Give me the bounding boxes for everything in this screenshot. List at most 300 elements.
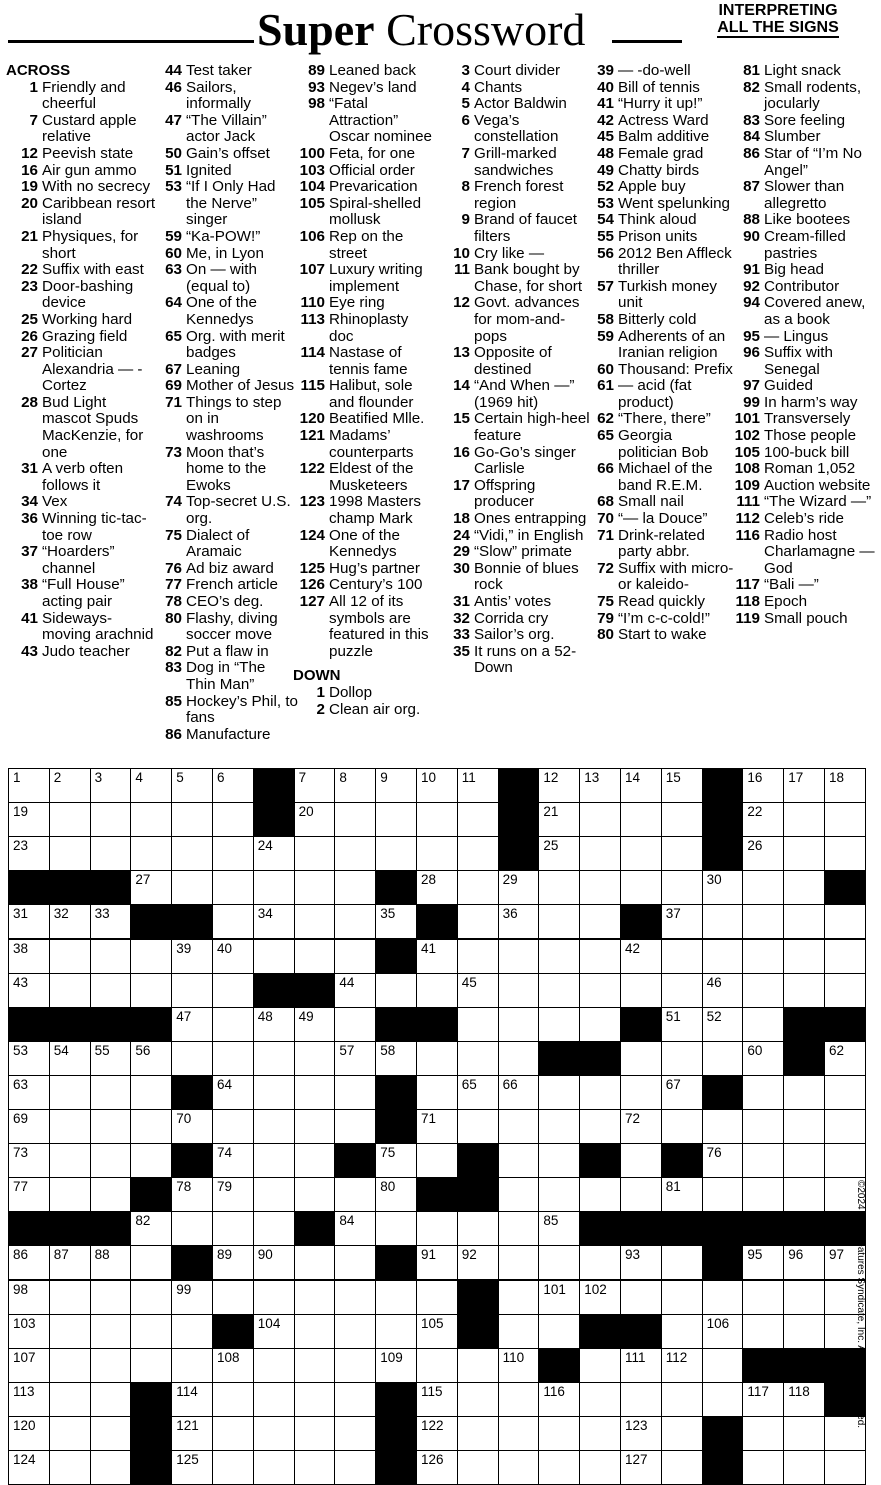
grid-cell[interactable] bbox=[824, 802, 866, 837]
grid-cell[interactable] bbox=[294, 1348, 336, 1383]
grid-cell[interactable] bbox=[334, 1280, 376, 1315]
grid-cell[interactable] bbox=[824, 1041, 866, 1076]
grid-cell[interactable] bbox=[824, 939, 866, 974]
grid-cell[interactable] bbox=[783, 1109, 825, 1144]
grid-cell[interactable] bbox=[661, 768, 703, 803]
grid-cell[interactable] bbox=[579, 1450, 621, 1485]
grid-cell[interactable] bbox=[579, 1007, 621, 1042]
grid-cell[interactable] bbox=[90, 836, 132, 871]
grid-cell[interactable] bbox=[49, 939, 91, 974]
grid-cell[interactable] bbox=[171, 768, 213, 803]
grid-cell[interactable] bbox=[457, 768, 499, 803]
grid-cell[interactable] bbox=[253, 1143, 295, 1178]
grid-cell[interactable] bbox=[457, 870, 499, 905]
grid-cell[interactable] bbox=[457, 1348, 499, 1383]
grid-cell[interactable] bbox=[661, 1314, 703, 1349]
grid-cell[interactable] bbox=[783, 1416, 825, 1451]
grid-cell[interactable] bbox=[49, 1382, 91, 1417]
grid-cell[interactable] bbox=[90, 1348, 132, 1383]
grid-cell[interactable] bbox=[457, 939, 499, 974]
grid-cell[interactable] bbox=[579, 1348, 621, 1383]
grid-cell[interactable] bbox=[579, 1280, 621, 1315]
grid-cell[interactable] bbox=[416, 939, 458, 974]
grid-cell[interactable] bbox=[783, 802, 825, 837]
grid-cell[interactable] bbox=[742, 1007, 784, 1042]
grid-cell[interactable] bbox=[538, 1416, 580, 1451]
grid-cell[interactable] bbox=[294, 1416, 336, 1451]
grid-cell[interactable] bbox=[661, 1450, 703, 1485]
grid-cell[interactable] bbox=[294, 1280, 336, 1315]
grid-cell[interactable] bbox=[375, 1280, 417, 1315]
grid-cell[interactable] bbox=[742, 1177, 784, 1212]
grid-cell[interactable] bbox=[171, 1109, 213, 1144]
grid-cell[interactable] bbox=[253, 1348, 295, 1383]
grid-cell[interactable] bbox=[49, 1416, 91, 1451]
grid-cell[interactable] bbox=[294, 1450, 336, 1485]
grid-cell[interactable] bbox=[212, 1143, 254, 1178]
grid-cell[interactable] bbox=[49, 1314, 91, 1349]
grid-cell[interactable] bbox=[538, 768, 580, 803]
grid-cell[interactable] bbox=[702, 1314, 744, 1349]
grid-cell[interactable] bbox=[294, 1075, 336, 1110]
grid-cell[interactable] bbox=[742, 973, 784, 1008]
grid-cell[interactable] bbox=[49, 1245, 91, 1280]
grid-cell[interactable] bbox=[171, 1211, 213, 1246]
grid-cell[interactable] bbox=[579, 1416, 621, 1451]
grid-cell[interactable] bbox=[334, 1177, 376, 1212]
grid-cell[interactable] bbox=[334, 904, 376, 939]
grid-cell[interactable] bbox=[334, 1416, 376, 1451]
grid-cell[interactable] bbox=[8, 1348, 50, 1383]
grid-cell[interactable] bbox=[8, 1314, 50, 1349]
grid-cell[interactable] bbox=[253, 1041, 295, 1076]
grid-cell[interactable] bbox=[375, 973, 417, 1008]
grid-cell[interactable] bbox=[8, 1450, 50, 1485]
grid-cell[interactable] bbox=[253, 1245, 295, 1280]
grid-cell[interactable] bbox=[620, 1280, 662, 1315]
grid-cell[interactable] bbox=[620, 1041, 662, 1076]
grid-cell[interactable] bbox=[294, 904, 336, 939]
grid-cell[interactable] bbox=[90, 1245, 132, 1280]
grid-cell[interactable] bbox=[783, 1450, 825, 1485]
grid-cell[interactable] bbox=[334, 836, 376, 871]
grid-cell[interactable] bbox=[130, 836, 172, 871]
grid-cell[interactable] bbox=[742, 870, 784, 905]
grid-cell[interactable] bbox=[416, 1314, 458, 1349]
grid-cell[interactable] bbox=[8, 973, 50, 1008]
grid-cell[interactable] bbox=[661, 1177, 703, 1212]
grid-cell[interactable] bbox=[702, 1280, 744, 1315]
grid-cell[interactable] bbox=[824, 836, 866, 871]
grid-cell[interactable] bbox=[783, 904, 825, 939]
grid-cell[interactable] bbox=[375, 1211, 417, 1246]
grid-cell[interactable] bbox=[90, 768, 132, 803]
grid-cell[interactable] bbox=[457, 1007, 499, 1042]
grid-cell[interactable] bbox=[212, 1416, 254, 1451]
grid-cell[interactable] bbox=[334, 1007, 376, 1042]
grid-cell[interactable] bbox=[90, 1177, 132, 1212]
grid-cell[interactable] bbox=[620, 1245, 662, 1280]
grid-cell[interactable] bbox=[579, 973, 621, 1008]
grid-cell[interactable] bbox=[783, 1280, 825, 1315]
grid-cell[interactable] bbox=[375, 1041, 417, 1076]
grid-cell[interactable] bbox=[579, 1245, 621, 1280]
grid-cell[interactable] bbox=[702, 973, 744, 1008]
grid-cell[interactable] bbox=[742, 1382, 784, 1417]
grid-cell[interactable] bbox=[90, 1143, 132, 1178]
grid-cell[interactable] bbox=[334, 1041, 376, 1076]
grid-cell[interactable] bbox=[620, 939, 662, 974]
grid-cell[interactable] bbox=[294, 1245, 336, 1280]
grid-cell[interactable] bbox=[538, 1382, 580, 1417]
grid-cell[interactable] bbox=[294, 1007, 336, 1042]
grid-cell[interactable] bbox=[824, 1143, 866, 1178]
grid-cell[interactable] bbox=[90, 1416, 132, 1451]
grid-cell[interactable] bbox=[416, 1211, 458, 1246]
grid-cell[interactable] bbox=[375, 904, 417, 939]
grid-cell[interactable] bbox=[416, 1245, 458, 1280]
grid-cell[interactable] bbox=[416, 870, 458, 905]
grid-cell[interactable] bbox=[212, 802, 254, 837]
grid-cell[interactable] bbox=[538, 1245, 580, 1280]
grid-cell[interactable] bbox=[498, 870, 540, 905]
grid-cell[interactable] bbox=[212, 1382, 254, 1417]
grid-cell[interactable] bbox=[212, 1245, 254, 1280]
grid-cell[interactable] bbox=[742, 802, 784, 837]
grid-cell[interactable] bbox=[130, 1314, 172, 1349]
grid-cell[interactable] bbox=[783, 1075, 825, 1110]
grid-cell[interactable] bbox=[8, 1245, 50, 1280]
grid-cell[interactable] bbox=[742, 1280, 784, 1315]
grid-cell[interactable] bbox=[783, 1382, 825, 1417]
grid-cell[interactable] bbox=[212, 904, 254, 939]
grid-cell[interactable] bbox=[212, 973, 254, 1008]
grid-cell[interactable] bbox=[334, 1109, 376, 1144]
grid-cell[interactable] bbox=[824, 904, 866, 939]
grid-cell[interactable] bbox=[416, 1382, 458, 1417]
grid-cell[interactable] bbox=[130, 1109, 172, 1144]
grid-cell[interactable] bbox=[130, 768, 172, 803]
grid-cell[interactable] bbox=[375, 1314, 417, 1349]
grid-cell[interactable] bbox=[8, 1382, 50, 1417]
grid-cell[interactable] bbox=[416, 1416, 458, 1451]
grid-cell[interactable] bbox=[334, 973, 376, 1008]
grid-cell[interactable] bbox=[8, 1143, 50, 1178]
grid-cell[interactable] bbox=[253, 1450, 295, 1485]
grid-cell[interactable] bbox=[334, 1382, 376, 1417]
grid-cell[interactable] bbox=[457, 904, 499, 939]
grid-cell[interactable] bbox=[783, 1143, 825, 1178]
grid-cell[interactable] bbox=[538, 1075, 580, 1110]
grid-cell[interactable] bbox=[375, 1177, 417, 1212]
grid-cell[interactable] bbox=[416, 1280, 458, 1315]
grid-cell[interactable] bbox=[171, 1450, 213, 1485]
grid-cell[interactable] bbox=[498, 1075, 540, 1110]
grid-cell[interactable] bbox=[498, 1382, 540, 1417]
grid-cell[interactable] bbox=[702, 904, 744, 939]
grid-cell[interactable] bbox=[375, 1143, 417, 1178]
grid-cell[interactable] bbox=[457, 802, 499, 837]
grid-cell[interactable] bbox=[416, 1348, 458, 1383]
grid-cell[interactable] bbox=[171, 1314, 213, 1349]
grid-cell[interactable] bbox=[498, 1143, 540, 1178]
grid-cell[interactable] bbox=[538, 973, 580, 1008]
grid-cell[interactable] bbox=[620, 870, 662, 905]
grid-cell[interactable] bbox=[661, 1041, 703, 1076]
grid-cell[interactable] bbox=[783, 1177, 825, 1212]
grid-cell[interactable] bbox=[253, 1177, 295, 1212]
grid-cell[interactable] bbox=[253, 1211, 295, 1246]
grid-cell[interactable] bbox=[702, 939, 744, 974]
grid-cell[interactable] bbox=[171, 939, 213, 974]
grid-cell[interactable] bbox=[212, 1280, 254, 1315]
grid-cell[interactable] bbox=[8, 836, 50, 871]
grid-cell[interactable] bbox=[8, 1177, 50, 1212]
grid-cell[interactable] bbox=[49, 1109, 91, 1144]
grid-cell[interactable] bbox=[49, 836, 91, 871]
grid-cell[interactable] bbox=[620, 1143, 662, 1178]
grid-cell[interactable] bbox=[8, 1075, 50, 1110]
grid-cell[interactable] bbox=[661, 1416, 703, 1451]
grid-cell[interactable] bbox=[742, 1075, 784, 1110]
grid-cell[interactable] bbox=[90, 939, 132, 974]
grid-cell[interactable] bbox=[90, 1075, 132, 1110]
grid-cell[interactable] bbox=[171, 1177, 213, 1212]
grid-cell[interactable] bbox=[457, 1382, 499, 1417]
grid-cell[interactable] bbox=[416, 768, 458, 803]
grid-cell[interactable] bbox=[130, 939, 172, 974]
grid-cell[interactable] bbox=[457, 1450, 499, 1485]
grid-cell[interactable] bbox=[416, 1075, 458, 1110]
grid-cell[interactable] bbox=[457, 1211, 499, 1246]
grid-cell[interactable] bbox=[498, 1348, 540, 1383]
grid-cell[interactable] bbox=[253, 870, 295, 905]
grid-cell[interactable] bbox=[375, 1348, 417, 1383]
grid-cell[interactable] bbox=[130, 1041, 172, 1076]
grid-cell[interactable] bbox=[90, 1041, 132, 1076]
grid-cell[interactable] bbox=[171, 802, 213, 837]
grid-cell[interactable] bbox=[253, 1416, 295, 1451]
grid-cell[interactable] bbox=[742, 1041, 784, 1076]
grid-cell[interactable] bbox=[457, 1109, 499, 1144]
grid-cell[interactable] bbox=[416, 1109, 458, 1144]
grid-cell[interactable] bbox=[130, 1348, 172, 1383]
grid-cell[interactable] bbox=[702, 1177, 744, 1212]
grid-cell[interactable] bbox=[498, 904, 540, 939]
grid-cell[interactable] bbox=[538, 802, 580, 837]
grid-cell[interactable] bbox=[375, 768, 417, 803]
grid-cell[interactable] bbox=[783, 1245, 825, 1280]
grid-cell[interactable] bbox=[579, 904, 621, 939]
grid-cell[interactable] bbox=[742, 904, 784, 939]
grid-cell[interactable] bbox=[334, 802, 376, 837]
grid-cell[interactable] bbox=[130, 1143, 172, 1178]
grid-cell[interactable] bbox=[579, 802, 621, 837]
grid-cell[interactable] bbox=[620, 1348, 662, 1383]
grid-cell[interactable] bbox=[130, 1211, 172, 1246]
grid-cell[interactable] bbox=[130, 802, 172, 837]
grid-cell[interactable] bbox=[824, 1075, 866, 1110]
grid-cell[interactable] bbox=[538, 904, 580, 939]
grid-cell[interactable] bbox=[212, 768, 254, 803]
grid-cell[interactable] bbox=[742, 1450, 784, 1485]
grid-cell[interactable] bbox=[579, 1109, 621, 1144]
grid-cell[interactable] bbox=[334, 1075, 376, 1110]
grid-cell[interactable] bbox=[253, 1314, 295, 1349]
grid-cell[interactable] bbox=[253, 1280, 295, 1315]
grid-cell[interactable] bbox=[294, 802, 336, 837]
grid-cell[interactable] bbox=[498, 1450, 540, 1485]
grid-cell[interactable] bbox=[90, 1382, 132, 1417]
grid-cell[interactable] bbox=[294, 1314, 336, 1349]
grid-cell[interactable] bbox=[294, 939, 336, 974]
grid-cell[interactable] bbox=[661, 1075, 703, 1110]
grid-cell[interactable] bbox=[783, 870, 825, 905]
grid-cell[interactable] bbox=[498, 1177, 540, 1212]
grid-cell[interactable] bbox=[212, 836, 254, 871]
grid-cell[interactable] bbox=[702, 1382, 744, 1417]
grid-cell[interactable] bbox=[661, 904, 703, 939]
grid-cell[interactable] bbox=[579, 1382, 621, 1417]
grid-cell[interactable] bbox=[90, 1109, 132, 1144]
grid-cell[interactable] bbox=[294, 1382, 336, 1417]
grid-cell[interactable] bbox=[130, 973, 172, 1008]
grid-cell[interactable] bbox=[171, 1007, 213, 1042]
grid-cell[interactable] bbox=[334, 1314, 376, 1349]
grid-cell[interactable] bbox=[212, 870, 254, 905]
grid-cell[interactable] bbox=[8, 904, 50, 939]
grid-cell[interactable] bbox=[130, 1245, 172, 1280]
grid-cell[interactable] bbox=[661, 973, 703, 1008]
grid-cell[interactable] bbox=[538, 1211, 580, 1246]
grid-cell[interactable] bbox=[8, 1041, 50, 1076]
grid-cell[interactable] bbox=[620, 1450, 662, 1485]
grid-cell[interactable] bbox=[334, 1450, 376, 1485]
grid-cell[interactable] bbox=[498, 939, 540, 974]
grid-cell[interactable] bbox=[8, 1416, 50, 1451]
grid-cell[interactable] bbox=[90, 1450, 132, 1485]
grid-cell[interactable] bbox=[294, 836, 336, 871]
grid-cell[interactable] bbox=[742, 1416, 784, 1451]
grid-cell[interactable] bbox=[702, 1143, 744, 1178]
grid-cell[interactable] bbox=[702, 1007, 744, 1042]
grid-cell[interactable] bbox=[130, 1075, 172, 1110]
grid-cell[interactable] bbox=[579, 939, 621, 974]
grid-cell[interactable] bbox=[8, 802, 50, 837]
grid-cell[interactable] bbox=[824, 1450, 866, 1485]
grid-cell[interactable] bbox=[742, 1245, 784, 1280]
grid-cell[interactable] bbox=[334, 768, 376, 803]
grid-cell[interactable] bbox=[171, 973, 213, 1008]
grid-cell[interactable] bbox=[457, 1245, 499, 1280]
grid-cell[interactable] bbox=[620, 1109, 662, 1144]
grid-cell[interactable] bbox=[783, 1314, 825, 1349]
grid-cell[interactable] bbox=[783, 768, 825, 803]
grid-cell[interactable] bbox=[171, 1280, 213, 1315]
grid-cell[interactable] bbox=[620, 1177, 662, 1212]
grid-cell[interactable] bbox=[620, 1075, 662, 1110]
grid-cell[interactable] bbox=[253, 904, 295, 939]
grid-cell[interactable] bbox=[702, 1041, 744, 1076]
grid-cell[interactable] bbox=[212, 1007, 254, 1042]
grid-cell[interactable] bbox=[538, 1280, 580, 1315]
grid-cell[interactable] bbox=[49, 1177, 91, 1212]
grid-cell[interactable] bbox=[620, 802, 662, 837]
grid-cell[interactable] bbox=[702, 1348, 744, 1383]
grid-cell[interactable] bbox=[171, 1416, 213, 1451]
grid-cell[interactable] bbox=[90, 802, 132, 837]
grid-cell[interactable] bbox=[130, 870, 172, 905]
grid-cell[interactable] bbox=[253, 1109, 295, 1144]
grid-cell[interactable] bbox=[171, 1382, 213, 1417]
grid-cell[interactable] bbox=[661, 1348, 703, 1383]
grid-cell[interactable] bbox=[702, 1109, 744, 1144]
grid-cell[interactable] bbox=[538, 836, 580, 871]
grid-cell[interactable] bbox=[661, 1109, 703, 1144]
grid-cell[interactable] bbox=[579, 870, 621, 905]
grid-cell[interactable] bbox=[90, 973, 132, 1008]
grid-cell[interactable] bbox=[742, 1109, 784, 1144]
grid-cell[interactable] bbox=[661, 1007, 703, 1042]
grid-cell[interactable] bbox=[579, 1177, 621, 1212]
grid-cell[interactable] bbox=[498, 973, 540, 1008]
grid-cell[interactable] bbox=[620, 1382, 662, 1417]
grid-cell[interactable] bbox=[8, 939, 50, 974]
grid-cell[interactable] bbox=[579, 1075, 621, 1110]
grid-cell[interactable] bbox=[538, 1314, 580, 1349]
grid-cell[interactable] bbox=[498, 1109, 540, 1144]
grid-cell[interactable] bbox=[457, 1416, 499, 1451]
grid-cell[interactable] bbox=[49, 1075, 91, 1110]
grid-cell[interactable] bbox=[49, 802, 91, 837]
grid-cell[interactable] bbox=[294, 870, 336, 905]
grid-cell[interactable] bbox=[579, 768, 621, 803]
grid-cell[interactable] bbox=[416, 802, 458, 837]
grid-cell[interactable] bbox=[375, 836, 417, 871]
grid-cell[interactable] bbox=[538, 1450, 580, 1485]
grid-cell[interactable] bbox=[661, 939, 703, 974]
grid-cell[interactable] bbox=[171, 1041, 213, 1076]
grid-cell[interactable] bbox=[49, 768, 91, 803]
grid-cell[interactable] bbox=[90, 1314, 132, 1349]
grid-cell[interactable] bbox=[498, 1245, 540, 1280]
grid-cell[interactable] bbox=[742, 1143, 784, 1178]
grid-cell[interactable] bbox=[457, 1041, 499, 1076]
grid-cell[interactable] bbox=[457, 836, 499, 871]
grid-cell[interactable] bbox=[294, 1177, 336, 1212]
grid-cell[interactable] bbox=[212, 1041, 254, 1076]
grid-cell[interactable] bbox=[824, 768, 866, 803]
grid-cell[interactable] bbox=[661, 1280, 703, 1315]
grid-cell[interactable] bbox=[498, 1280, 540, 1315]
grid-cell[interactable] bbox=[742, 836, 784, 871]
grid-cell[interactable] bbox=[171, 1348, 213, 1383]
grid-cell[interactable] bbox=[212, 1450, 254, 1485]
grid-cell[interactable] bbox=[90, 1280, 132, 1315]
grid-cell[interactable] bbox=[49, 904, 91, 939]
grid-cell[interactable] bbox=[253, 1075, 295, 1110]
grid-cell[interactable] bbox=[620, 1416, 662, 1451]
grid-cell[interactable] bbox=[416, 836, 458, 871]
grid-cell[interactable] bbox=[579, 836, 621, 871]
grid-cell[interactable] bbox=[49, 973, 91, 1008]
grid-cell[interactable] bbox=[375, 802, 417, 837]
grid-cell[interactable] bbox=[334, 1211, 376, 1246]
grid-cell[interactable] bbox=[90, 904, 132, 939]
grid-cell[interactable] bbox=[824, 1109, 866, 1144]
grid-cell[interactable] bbox=[742, 768, 784, 803]
grid-cell[interactable] bbox=[8, 1280, 50, 1315]
